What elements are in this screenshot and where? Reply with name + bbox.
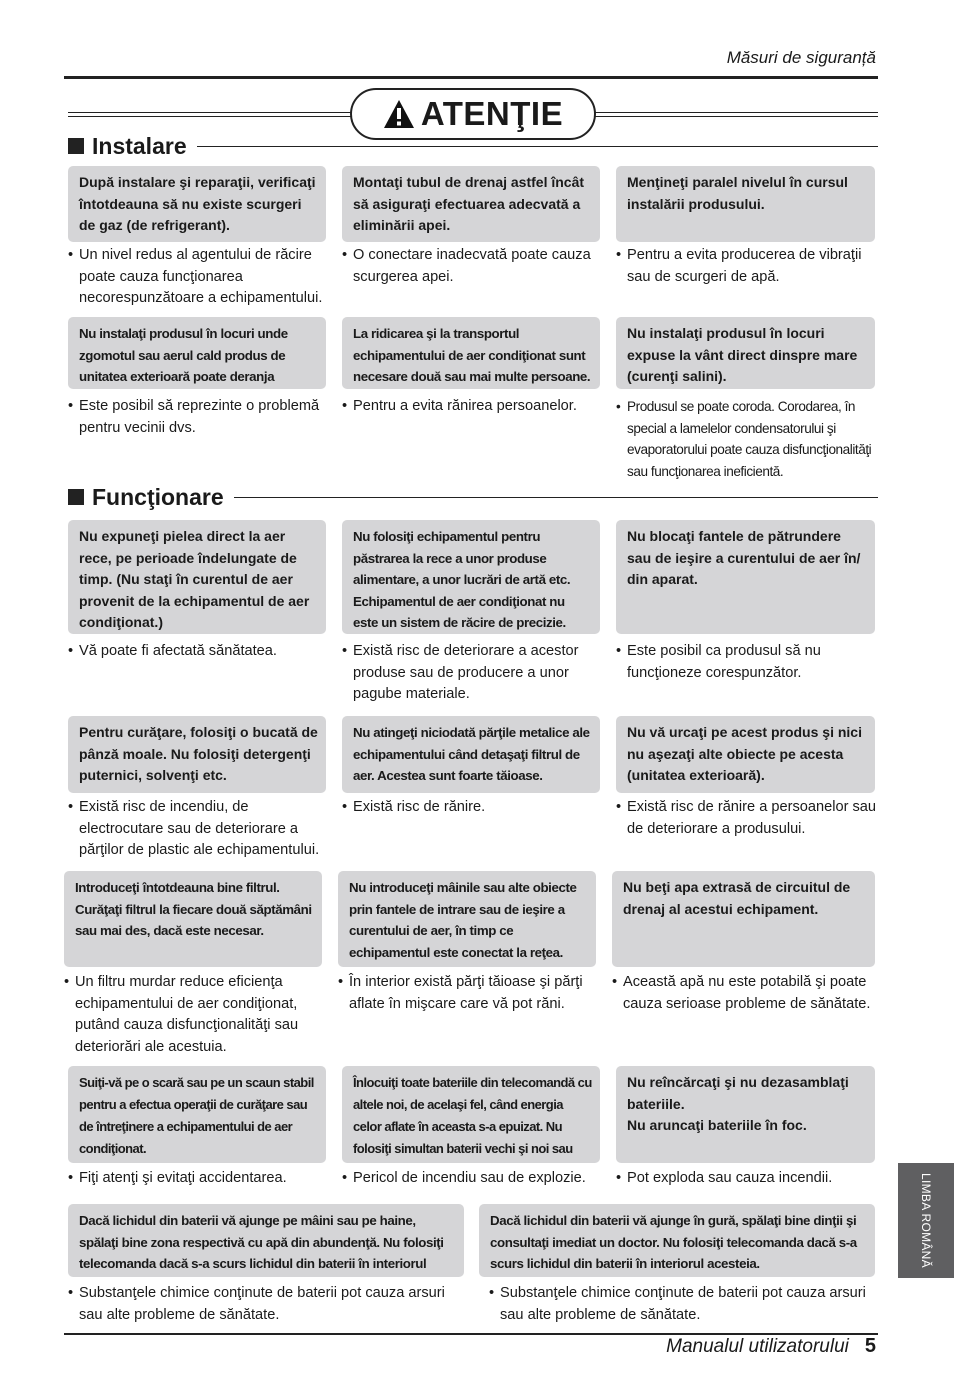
section-install-rule bbox=[197, 146, 878, 147]
section-install-heading bbox=[68, 132, 878, 160]
operation-warning-11: Înlocuiţi toate bateriile din telecomandă cu altele noi, de acelaşi fel, când energia celor aflate în aceasta s-a epuizat. Nu folosiţi simultan baterii vechi şi noi sau bbox=[342, 1066, 600, 1163]
section-operation-rule bbox=[234, 497, 878, 498]
install-warning-1: După instalare şi reparaţii, verificaţi întotdeauna să nu existe scurgeri de gaz (de refrigerant). bbox=[68, 166, 326, 242]
warning-triangle-icon bbox=[383, 99, 415, 129]
install-note-5: • Pentru a evita rănirea persoanelor. bbox=[342, 398, 577, 414]
operation-note-10: • Fiţi atenţi şi evitaţi accidentarea. bbox=[68, 1170, 287, 1186]
operation-warning-8: Nu introduceţi mâinile sau alte obiecte prin fantele de intrare sau de ieşire a curentului de aer, în timp ce echipamentul este conectat la reţea. bbox=[338, 871, 596, 967]
operation-note-13: • Substanţele chimice conţinute de baterii pot cauza arsuri sau alte probleme de sănătate. bbox=[68, 1285, 445, 1323]
operation-warning-2: Nu folosiţi echipamentul pentru păstrarea la rece a unor produse alimentare, a unor lucrări de artă etc. Echipamentul de aer condiţionat nu este un sistem de răcire de precizie. bbox=[342, 520, 600, 634]
operation-warning-9: Nu beţi apa extrasă de circuitul de drenaj al acestui echipament. bbox=[612, 871, 875, 967]
install-note-2: • O conectare inadecvată poate cauza scurgerea apei. bbox=[342, 247, 591, 285]
install-warning-2: Montaţi tubul de drenaj astfel încât să asiguraţi efectuarea adecvată a eliminării apei. bbox=[342, 166, 600, 242]
install-warning-3: Menţineţi paralel nivelul în cursul instalării produsului. bbox=[616, 166, 875, 242]
operation-warning-6: Nu vă urcaţi pe acest produs şi nici nu aşezaţi alte obiecte pe acesta (unitatea exterioară). bbox=[616, 716, 875, 793]
install-warning-5: La ridicarea şi la transportul echipamentului de aer condiţionat sunt necesare două sau mai multe persoane. bbox=[342, 317, 600, 389]
section-operation-heading bbox=[68, 483, 878, 511]
operation-note-8: • În interior există părţi tăioase şi părţi aflate în mişcare care vă pot răni. bbox=[338, 974, 583, 1012]
caution-word: ATENŢIE bbox=[420, 95, 564, 132]
install-note-4: • Este posibil să reprezinte o problemă pentru vecinii dvs. bbox=[68, 398, 320, 436]
operation-note-12: • Pot exploda sau cauza incendii. bbox=[616, 1170, 833, 1186]
operation-note-1: • Vă poate fi afectată sănătatea. bbox=[68, 643, 277, 659]
operation-warning-12: Nu reîncărcaţi şi nu dezasamblaţi bateriile. Nu aruncaţi bateriile în foc. bbox=[616, 1066, 875, 1163]
operation-note-4: • Există risc de incendiu, de electrocutare sau de deteriorare a părţilor de plastic ale echipamentului. bbox=[68, 799, 320, 858]
operation-note-11: • Pericol de incendiu sau de explozie. bbox=[342, 1170, 586, 1186]
footer-manual-label: Manualul utilizatorului bbox=[666, 1336, 849, 1357]
install-note-6: • Produsul se poate coroda. Corodarea, în special a lamelelor condensatorului şi evaporatorului poate cauza disfuncţionalităţi sau funcţionarea ineficientă. bbox=[616, 399, 872, 479]
operation-warning-3: Nu blocaţi fantele de pătrundere sau de ieşire a curentului de aer în/ din aparat. bbox=[616, 520, 875, 634]
language-side-tab-label: LIMBA ROMÂNĂ bbox=[919, 1173, 933, 1268]
install-note-3: • Pentru a evita producerea de vibraţii sau de scurgeri de apă. bbox=[616, 247, 862, 285]
operation-warning-5: Nu atingeţi niciodată părţile metalice ale echipamentului când detaşaţi filtrul de aer. Acestea sunt foarte tăioase. bbox=[342, 716, 600, 793]
install-note-1: • Un nivel redus al agentului de răcire poate cauza funcţionarea necorespunzătoare a echipamentului. bbox=[68, 247, 323, 306]
square-bullet-icon bbox=[68, 489, 84, 505]
section-operation-title: Funcţionare bbox=[92, 483, 224, 510]
operation-warning-14: Dacă lichidul din baterii vă ajunge în gură, spălaţi bine dinţii şi consultaţi imediat un doctor. Nu folosiţi telecomanda dacă s-a scurs lichidul din baterii în interiorul acesteia. bbox=[479, 1204, 875, 1277]
operation-note-3: • Este posibil ca produsul să nu funcţioneze corespunzător. bbox=[616, 643, 821, 681]
section-install-title: Instalare bbox=[92, 132, 187, 159]
install-warning-4: Nu instalaţi produsul în locuri unde zgomotul sau aerul cald produs de unitatea exterioară poate deranja bbox=[68, 317, 326, 389]
operation-warning-7: Introduceţi întotdeauna bine filtrul. Curăţaţi filtrul la fiecare două săptămâni sau mai des, dacă este necesar. bbox=[64, 871, 322, 967]
operation-warning-1: Nu expuneţi pielea direct la aer rece, pe perioade îndelungate de timp. (Nu staţi în curentul de aer provenit de la echipamentul de aer condiţionat.) bbox=[68, 520, 326, 634]
top-rule bbox=[64, 76, 878, 79]
operation-warning-10: Suiţi-vă pe o scară sau pe un scaun stabil pentru a efectua operaţii de curăţare sau de întreţinere a echipamentului de aer condiţionat. bbox=[68, 1066, 326, 1163]
operation-warning-13: Dacă lichidul din baterii vă ajunge pe mâini sau pe haine, spălaţi bine zona respectivă cu apă din abundenţă. Nu folosiţi telecomanda dacă s-a scurs lichidul din baterii în interiorul bbox=[68, 1204, 464, 1277]
operation-note-6: • Există risc de rănire a persoanelor sau de deteriorare a produsului. bbox=[616, 799, 877, 837]
operation-warning-4: Pentru curăţare, folosiţi o bucată de pânză moale. Nu folosiţi detergenţi puternici, solvenţi etc. bbox=[68, 716, 326, 793]
operation-note-2: • Există risc de deteriorare a acestor produse sau de producere a unor pagube materiale. bbox=[342, 643, 579, 702]
operation-note-7: • Un filtru murdar reduce eficienţa echipamentului de aer condiţionat, putând cauza disfuncţionalităţi sau deteriorări ale acestuia. bbox=[64, 974, 299, 1055]
footer bbox=[666, 1335, 876, 1358]
language-side-tab bbox=[898, 1163, 954, 1278]
operation-note-14: • Substanţele chimice conţinute de baterii pot cauza arsuri sau alte probleme de sănătate. bbox=[489, 1285, 866, 1323]
footer-page-number: 5 bbox=[864, 1335, 876, 1357]
operation-note-5: • Există risc de rănire. bbox=[342, 799, 486, 815]
install-warning-6: Nu instalaţi produsul în locuri expuse la vânt direct dinspre mare (curenţi salini). bbox=[616, 317, 875, 389]
operation-note-9: • Această apă nu este potabilă şi poate cauza serioase probleme de sănătate. bbox=[612, 974, 871, 1012]
square-bullet-icon bbox=[68, 138, 84, 154]
header-title: Măsuri de siguranță bbox=[726, 48, 876, 67]
